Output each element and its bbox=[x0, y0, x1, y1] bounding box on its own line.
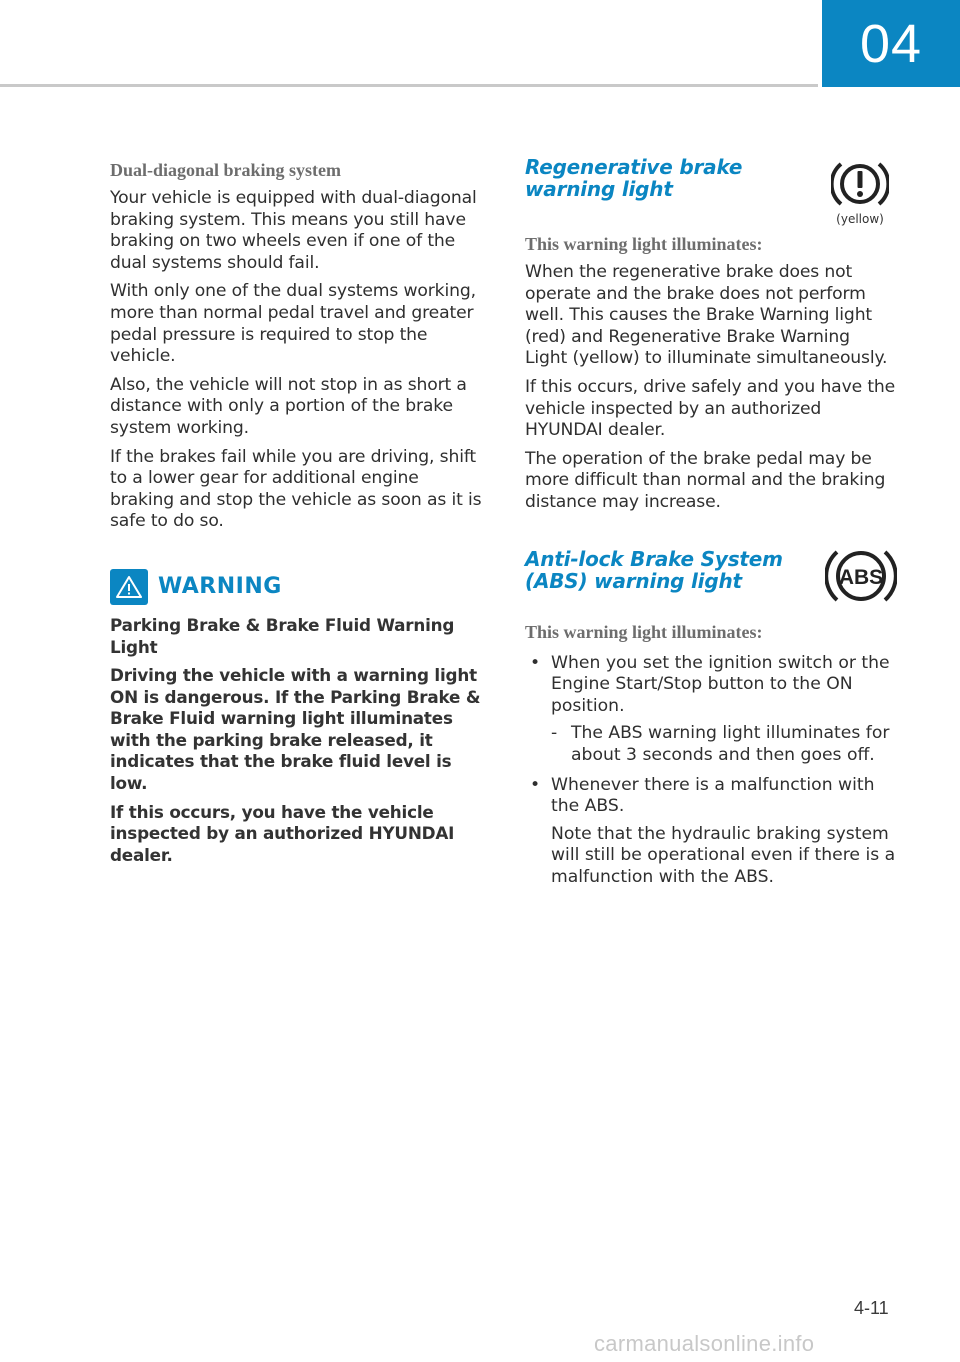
paragraph: If this occurs, drive safely and you have the vehicle inspected by an authorized HYUNDAI dealer. bbox=[525, 376, 896, 441]
bullet-icon: • bbox=[530, 652, 541, 673]
warning-text: Driving the vehicle with a warning light ON is dangerous. If the Parking Brake & Brake Fluid warning light illuminates with the parking brake released, it indicates that the brake fluid level is low. bbox=[110, 665, 481, 794]
chapter-tab bbox=[822, 0, 960, 87]
exclamation-circle-icon bbox=[831, 158, 889, 210]
regen-title: Regenerative brake warning light bbox=[525, 155, 743, 201]
regen-section bbox=[525, 156, 897, 228]
svg-text:ABS: ABS bbox=[838, 565, 884, 589]
paragraph: The operation of the brake pedal may be more difficult than normal and the braking distance may increase. bbox=[525, 448, 886, 512]
abs-note: Note that the hydraulic braking system will still be operational even if there is a malfunction with the ABS. bbox=[551, 823, 896, 887]
abs-section bbox=[525, 548, 897, 618]
icon-caption: (yellow) bbox=[836, 212, 884, 226]
paragraph: Also, the vehicle will not stop in as short a distance with only a portion of the brake system working. bbox=[110, 374, 467, 438]
warning-label: WARNING bbox=[158, 574, 282, 600]
bullet-icon: • bbox=[530, 774, 541, 795]
left-column bbox=[110, 160, 485, 873]
watermark: carmanualsonline.info bbox=[594, 1331, 815, 1356]
warning-text: If this occurs, you have the vehicle inspected by an authorized HYUNDAI dealer. bbox=[110, 801, 455, 865]
paragraph: When the regenerative brake does not operate and the brake does not perform well. This causes the Brake Warning light (red) and Regenerative Brake Warning Light (yellow) to illuminate simultaneously. bbox=[525, 262, 888, 369]
regen-warning-icon bbox=[829, 158, 891, 226]
abs-list bbox=[525, 653, 897, 889]
abs-icon bbox=[825, 544, 897, 608]
paragraph: Your vehicle is equipped with dual-diagonal braking system. This means you still have braking on two wheels even if one of the dual systems should fail. bbox=[110, 188, 477, 273]
abs-warning-icon bbox=[825, 544, 897, 608]
sub-list-item: - The ABS warning light illuminates for about 3 seconds and then goes off. bbox=[551, 723, 890, 765]
chapter-number: 04 bbox=[859, 13, 923, 74]
abs-subheading: This warning light illuminates: bbox=[525, 621, 763, 642]
abs-title: Anti-lock Brake System (ABS) warning light bbox=[525, 546, 783, 593]
warning-triangle-icon bbox=[110, 569, 148, 605]
right-column bbox=[525, 156, 897, 896]
warning-text: Parking Brake & Brake Fluid Warning Light bbox=[110, 614, 455, 657]
paragraph: If the brakes fail while you are driving, shift to a lower gear for additional engine braking and stop the vehicle as soon as it is safe to do so. bbox=[110, 446, 482, 532]
warning-header bbox=[110, 569, 485, 605]
dual-diagonal-heading: Dual-diagonal braking system bbox=[110, 160, 342, 180]
page-number: 4-11 bbox=[854, 1298, 889, 1318]
paragraph: With only one of the dual systems working, more than normal pedal travel and greater pedal pressure is required to stop the vehicle. bbox=[110, 281, 476, 367]
list-item: • When you set the ignition switch or the Engine Start/Stop button to the ON position. - The ABS warning light illuminates for about 3 seconds and then goes off. bbox=[525, 653, 897, 767]
list-item: • Whenever there is a malfunction with the ABS. Note that the hydraulic braking system will still be operational even if there is a malfunction with the ABS. bbox=[530, 774, 896, 887]
header-rule bbox=[0, 84, 818, 87]
regen-subheading: This warning light illuminates: bbox=[525, 234, 763, 254]
